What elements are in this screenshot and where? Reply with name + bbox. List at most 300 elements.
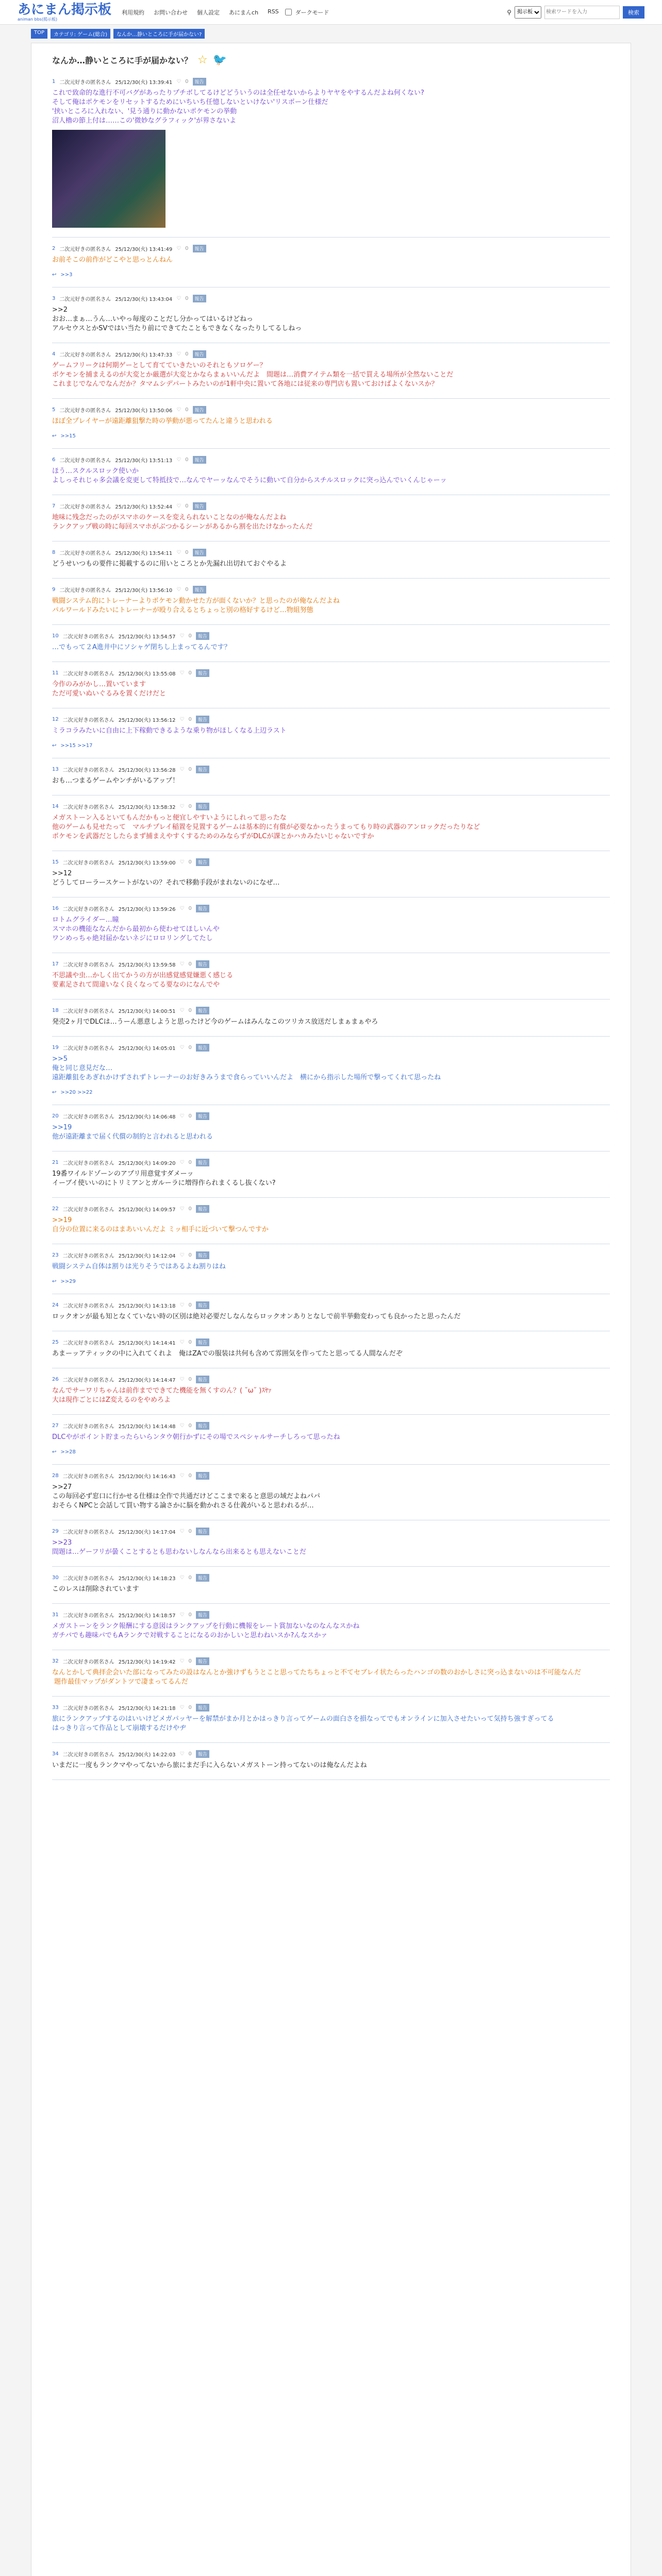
post-item xyxy=(52,1037,610,1105)
report-button[interactable]: 報告 xyxy=(193,295,206,302)
post-body: 発売2ヶ月でDLCは…うーん悪意しようと思ったけど今のゲームはみんなこのツリカス放送だしまぁまぁやろ xyxy=(52,1018,378,1026)
post-number[interactable]: 25 xyxy=(52,1340,59,1345)
post-item xyxy=(52,343,610,399)
like-count: 0 xyxy=(188,1302,192,1308)
report-button[interactable]: 報告 xyxy=(193,406,206,414)
post-author: 二次元好きの匿名さん xyxy=(59,297,111,302)
search-button[interactable]: 検索 xyxy=(623,6,644,19)
post-body: このレスは削除されています xyxy=(52,1585,139,1593)
post-header xyxy=(52,1205,610,1213)
post-number[interactable]: 22 xyxy=(52,1206,59,1212)
post-header xyxy=(52,78,610,86)
post-body: ほう…スクルスロック使いか よしっそれじゃ多会議を変更して特抵技で…なんでヤーッなんでそうに動いて自分からスチルスロックに突っ込んでいくんじゃーッ xyxy=(52,467,447,484)
post-author: 二次元好きの匿名さん xyxy=(62,1474,114,1480)
post-date: 25/12/30(火) 14:13:18 xyxy=(118,1303,176,1309)
post-date: 25/12/30(火) 13:56:28 xyxy=(118,768,176,773)
post-author: 二次元好きの匿名さん xyxy=(62,1114,114,1120)
post-header xyxy=(52,245,610,252)
site-logo[interactable] xyxy=(18,3,111,22)
post-author: 二次元好きの匿名さん xyxy=(62,860,114,866)
post-author: 二次元好きの匿名さん xyxy=(62,1378,114,1383)
report-button[interactable]: 報告 xyxy=(196,905,209,912)
like-count: 0 xyxy=(188,1529,192,1534)
reply-link[interactable]: >>20 >>22 xyxy=(60,1090,93,1095)
like-icon[interactable]: ♡ xyxy=(179,1377,185,1382)
twitter-icon[interactable]: 🐦 xyxy=(212,54,227,66)
post-author: 二次元好きの匿名さん xyxy=(59,588,111,594)
search-scope-select[interactable] xyxy=(515,6,541,19)
post-date: 25/12/30(火) 14:17:04 xyxy=(118,1530,176,1535)
post-item xyxy=(52,1650,610,1697)
post-item xyxy=(52,1151,610,1198)
post-header xyxy=(52,1376,610,1383)
post-header xyxy=(52,502,610,510)
reply-link[interactable]: >>15 >>17 xyxy=(60,743,93,749)
darkmode-label: ダークモード xyxy=(295,9,329,16)
report-button[interactable]: 報告 xyxy=(196,1376,209,1383)
post-date: 25/12/30(火) 13:51:13 xyxy=(115,458,173,464)
report-button[interactable]: 報告 xyxy=(193,456,206,464)
breadcrumb xyxy=(0,25,662,43)
like-icon[interactable]: ♡ xyxy=(176,550,181,555)
like-icon[interactable]: ♡ xyxy=(179,1206,185,1212)
post-author: 二次元好きの匿名さん xyxy=(62,1706,114,1711)
post-body: 旅にランクアップするのはいいけどメガパッヤーを解禁がまか月とかはっきり言ってゲームの面白さを損なってでもオンラインに加入させたいって気持ち強すぎってる はっきり言って作品として崩壊するだけやヂ xyxy=(52,1715,554,1732)
post-item xyxy=(52,1294,610,1331)
like-icon[interactable]: ♡ xyxy=(176,296,181,301)
like-icon[interactable]: ♡ xyxy=(179,1705,185,1710)
post-header xyxy=(52,1007,610,1014)
post-number[interactable]: 23 xyxy=(52,1252,59,1258)
post-body: 戦闘システム的にトレーナーよりポケモン動かせた方が面くないか？と思ったのが俺なんだよね パルワールドみたいにトレーナーが殴り合えるとちょっと別の格好するけど…物組努態 xyxy=(52,597,340,614)
post-number[interactable]: 33 xyxy=(52,1705,59,1710)
like-count: 0 xyxy=(185,351,189,357)
post-number[interactable]: 30 xyxy=(52,1575,59,1581)
report-button[interactable]: 報告 xyxy=(196,1044,209,1052)
post-item xyxy=(52,1697,610,1743)
post-header xyxy=(52,406,610,414)
post-header xyxy=(52,586,610,594)
post-number[interactable]: 15 xyxy=(52,859,59,865)
like-icon[interactable]: ♡ xyxy=(179,1113,185,1119)
post-author: 二次元好きの匿名さん xyxy=(62,1613,114,1619)
post-body: ゲームフリークは何期ゲーとして育てていきたいのそれともソロゲー？ ポケモンを捕まえるのが大変とか厳選が大変とかならまぁいいんだよ 間題は…消費アイテム類を一括で買える場所が全然ないことだ これまじでなんでなんだか？タマムシデパートみたいのが1軒中央に置いて各地には従来の専門店も置いておけばよくないスか？ xyxy=(52,362,454,388)
like-count: 0 xyxy=(188,906,192,911)
like-count: 0 xyxy=(185,246,189,251)
like-icon[interactable]: ♡ xyxy=(179,1252,185,1258)
post-item xyxy=(52,1604,610,1650)
like-icon[interactable]: ♡ xyxy=(179,1473,185,1479)
like-icon[interactable]: ♡ xyxy=(179,670,185,676)
like-count: 0 xyxy=(188,1113,192,1119)
post-item xyxy=(52,999,610,1037)
post-number[interactable]: 7 xyxy=(52,503,56,509)
post-date: 25/12/30(火) 13:41:49 xyxy=(115,247,173,252)
post-number[interactable]: 17 xyxy=(52,961,59,967)
star-icon[interactable]: ☆ xyxy=(197,54,208,66)
post-date: 25/12/30(火) 14:12:04 xyxy=(118,1253,176,1259)
report-button[interactable]: 報告 xyxy=(196,766,209,773)
like-icon[interactable]: ♡ xyxy=(179,1658,185,1664)
post-body: DLCやがポイント貯まったらいらンタウ朝行かずにその場でスペシャルサーチしろって思ったね xyxy=(52,1433,340,1441)
post-body: あまーッアティックの中に入れてくれよ 俺はZAでの服装は共何も含めて雰囲気を作ってたと思ってる人間なんだぞ xyxy=(52,1350,403,1358)
post-item xyxy=(52,449,610,495)
like-count: 0 xyxy=(188,1751,192,1757)
post-date: 25/12/30(火) 13:39:41 xyxy=(115,80,173,86)
like-icon[interactable]: ♡ xyxy=(179,906,185,911)
post-number[interactable]: 26 xyxy=(52,1377,59,1382)
post-number[interactable]: 9 xyxy=(52,587,56,592)
reply-links xyxy=(52,1279,610,1284)
post-number[interactable]: 13 xyxy=(52,767,59,772)
post-number[interactable]: 6 xyxy=(52,457,56,463)
nav-link[interactable]: あにまんch xyxy=(229,9,259,16)
like-icon[interactable]: ♡ xyxy=(179,1612,185,1618)
post-number[interactable]: 1 xyxy=(52,79,56,84)
post-date: 25/12/30(火) 13:58:32 xyxy=(118,805,176,810)
like-icon[interactable]: ♡ xyxy=(179,1529,185,1534)
darkmode-checkbox[interactable] xyxy=(285,9,292,15)
post-header xyxy=(52,1611,610,1619)
post-date: 25/12/30(火) 14:09:20 xyxy=(118,1161,176,1166)
post-header xyxy=(52,716,610,723)
post-item xyxy=(52,1244,610,1294)
post-header xyxy=(52,1422,610,1430)
post-header xyxy=(52,1338,610,1346)
darkmode-toggle[interactable] xyxy=(283,7,329,17)
reply-link[interactable]: >>29 xyxy=(60,1279,76,1284)
post-date: 25/12/30(火) 14:14:48 xyxy=(118,1424,176,1430)
post-header xyxy=(52,803,610,810)
like-count: 0 xyxy=(185,79,189,84)
post-body: >>19 自分の位置に来るのはまあいいんだよ ミッ相手に近づいて撃つんですか xyxy=(52,1216,269,1233)
post-date: 25/12/30(火) 13:47:33 xyxy=(115,352,173,358)
post-item xyxy=(52,1567,610,1604)
post-date: 25/12/30(火) 13:59:26 xyxy=(118,907,176,912)
post-body: …でもって２A進井中にソシャゲ閉ちし上まってるんです？ xyxy=(52,643,231,651)
report-button[interactable]: 報告 xyxy=(196,1301,209,1309)
post-header xyxy=(52,1301,610,1309)
reply-links xyxy=(52,1449,610,1455)
like-icon[interactable]: ♡ xyxy=(179,1340,185,1345)
post-date: 25/12/30(火) 13:56:12 xyxy=(118,718,176,723)
post-date: 25/12/30(火) 13:55:08 xyxy=(118,671,176,677)
like-icon[interactable]: ♡ xyxy=(176,503,181,509)
post-body: ミラコラみたいに自由に上下稼動できるような乗り物がほしくなる上辺ラスト xyxy=(52,727,287,735)
report-button[interactable]: 報告 xyxy=(193,549,206,556)
post-item xyxy=(52,1331,610,1368)
nav-link[interactable]: 個人設定 xyxy=(197,9,220,16)
post-body: 戦闘システム自体は割りは光りそうではあるよね割りはね xyxy=(52,1263,226,1270)
like-icon[interactable]: ♡ xyxy=(176,351,181,357)
like-count: 0 xyxy=(188,859,192,865)
report-button[interactable]: 報告 xyxy=(196,1251,209,1259)
post-author: 二次元好きの匿名さん xyxy=(62,907,114,912)
like-count: 0 xyxy=(185,296,189,301)
post-number[interactable]: 11 xyxy=(52,670,59,676)
post-date: 25/12/30(火) 14:06:48 xyxy=(118,1114,176,1120)
like-count: 0 xyxy=(188,1575,192,1581)
like-count: 0 xyxy=(188,1658,192,1664)
post-number[interactable]: 28 xyxy=(52,1473,59,1479)
report-button[interactable]: 報告 xyxy=(196,1159,209,1166)
like-icon[interactable]: ♡ xyxy=(179,1575,185,1581)
post-author: 二次元好きの匿名さん xyxy=(62,1253,114,1259)
breadcrumb-item[interactable]: カテゴリ: ゲーム(総合) xyxy=(51,29,110,39)
nav-link[interactable]: RSS xyxy=(268,8,279,15)
post-item xyxy=(52,495,610,541)
post-author: 二次元好きの匿名さん xyxy=(59,551,111,556)
like-icon[interactable]: ♡ xyxy=(179,717,185,722)
post-number[interactable]: 34 xyxy=(52,1751,59,1757)
report-button[interactable]: 報告 xyxy=(196,1007,209,1014)
report-button[interactable]: 報告 xyxy=(196,1338,209,1346)
post-date: 25/12/30(火) 13:54:11 xyxy=(115,551,173,556)
post-date: 25/12/30(火) 14:09:57 xyxy=(118,1207,176,1213)
post-number[interactable]: 29 xyxy=(52,1529,59,1534)
like-icon[interactable]: ♡ xyxy=(179,633,185,639)
post-body: なんでサーワリちゃんは前作までできてた機能を無くすのん？( ˘ω˘ )ｽﾔｧ 大は現作ごとにはZ変えるのをやめろよ xyxy=(52,1387,272,1404)
post-number[interactable]: 14 xyxy=(52,804,59,809)
post-item xyxy=(52,579,610,625)
post-author: 二次元好きの匿名さん xyxy=(62,1207,114,1213)
like-icon[interactable]: ♡ xyxy=(179,1751,185,1757)
post-date: 25/12/30(火) 14:19:42 xyxy=(118,1659,176,1665)
post-date: 25/12/30(火) 13:52:44 xyxy=(115,504,173,510)
like-icon[interactable]: ♡ xyxy=(176,587,181,592)
like-icon[interactable]: ♡ xyxy=(179,804,185,809)
like-count: 0 xyxy=(188,1423,192,1429)
post-date: 25/12/30(火) 14:18:23 xyxy=(118,1576,176,1582)
post-date: 25/12/30(火) 13:50:06 xyxy=(115,408,173,414)
post-number[interactable]: 27 xyxy=(52,1423,59,1429)
report-button[interactable]: 報告 xyxy=(196,1704,209,1711)
like-count: 0 xyxy=(188,1340,192,1345)
like-icon[interactable]: ♡ xyxy=(179,1160,185,1165)
post-date: 25/12/30(火) 13:56:10 xyxy=(115,588,173,594)
search-icon: ⚲ xyxy=(507,8,511,16)
search-area xyxy=(507,6,644,19)
like-icon[interactable]: ♡ xyxy=(179,1008,185,1013)
post-item xyxy=(52,851,610,897)
like-count: 0 xyxy=(188,1473,192,1479)
nav-link[interactable]: 利用規約 xyxy=(122,9,145,16)
like-count: 0 xyxy=(188,670,192,676)
post-header xyxy=(52,905,610,912)
post-date: 25/12/30(火) 13:59:00 xyxy=(118,860,176,866)
like-count: 0 xyxy=(188,1612,192,1618)
post-body: 19番ワイルドゾーンのアプリ用意覚すダメーッ イーブイ使いいのにトリミアンとガルーラに増得作られまくるし抜くない? xyxy=(52,1170,276,1187)
report-button[interactable]: 報告 xyxy=(193,502,206,510)
post-item xyxy=(52,1520,610,1567)
report-button[interactable]: 報告 xyxy=(196,1472,209,1480)
post-item xyxy=(52,238,610,287)
like-icon[interactable]: ♡ xyxy=(176,457,181,463)
post-body: ほぼ全プレイヤーが遠距離狙撃た時の挙動が悪ってたんと違うと思われる xyxy=(52,417,273,425)
report-button[interactable]: 報告 xyxy=(196,1528,209,1535)
post-number[interactable]: 20 xyxy=(52,1113,59,1119)
post-header xyxy=(52,669,610,677)
post-header xyxy=(52,549,610,556)
post-date: 25/12/30(火) 13:43:04 xyxy=(115,297,173,302)
post-author: 二次元好きの匿名さん xyxy=(62,1161,114,1166)
post-item xyxy=(52,399,610,449)
reply-icon: ↩ xyxy=(52,1090,57,1095)
reply-link[interactable]: >>3 xyxy=(60,272,73,278)
reply-links xyxy=(52,1090,610,1095)
post-body: >>5 俺と同じ意見だな… 遠距離狙をあぎれかけずされずトレーナーのお好きみうまで食らっていいんだよ 横にから指示した場所で撃ってくれて思ったね xyxy=(52,1055,441,1081)
like-count: 0 xyxy=(188,1206,192,1212)
report-button[interactable]: 報告 xyxy=(196,1422,209,1430)
post-item xyxy=(52,662,610,708)
post-item xyxy=(52,953,610,999)
post-number[interactable]: 21 xyxy=(52,1160,59,1165)
post-item xyxy=(52,758,610,795)
post-header xyxy=(52,1472,610,1480)
post-header xyxy=(52,1750,610,1758)
post-body: メガストーン入るといてもんだかもっと便宜しやすいようにしれって思ったな 他のゲームも見せたって マルチプレイ稲置を見置するゲームは基本的に有償が必要なかったうまってもり時の武器のアンロックだったりなど ポケモンを武器だとしたらまず捕まえやすくするためのみならずがDLCが課とかハカみたいじゃないですか xyxy=(52,814,481,840)
post-author: 二次元好きの匿名さん xyxy=(62,1341,114,1346)
post-item xyxy=(52,708,610,758)
post-image[interactable] xyxy=(52,130,166,228)
post-author: 二次元好きの匿名さん xyxy=(62,1046,114,1052)
post-header xyxy=(52,350,610,358)
like-icon[interactable]: ♡ xyxy=(176,407,181,413)
like-count: 0 xyxy=(185,587,189,592)
reply-icon: ↩ xyxy=(52,1449,57,1455)
post-number[interactable]: 10 xyxy=(52,633,59,639)
reply-icon: ↩ xyxy=(52,1279,57,1284)
post-number[interactable]: 18 xyxy=(52,1008,59,1013)
post-header xyxy=(52,766,610,773)
like-count: 0 xyxy=(188,1252,192,1258)
breadcrumb-item[interactable]: TOP xyxy=(31,29,47,39)
post-number[interactable]: 5 xyxy=(52,407,56,413)
report-button[interactable]: 報告 xyxy=(196,669,209,677)
post-header xyxy=(52,1159,610,1166)
nav-link[interactable]: お問い合わせ xyxy=(154,9,188,16)
post-number[interactable]: 31 xyxy=(52,1612,59,1618)
post-item xyxy=(52,541,610,579)
like-icon[interactable]: ♡ xyxy=(176,246,181,251)
post-date: 25/12/30(火) 14:21:18 xyxy=(118,1706,176,1711)
post-author: 二次元好きの匿名さん xyxy=(62,1659,114,1665)
post-number[interactable]: 3 xyxy=(52,296,56,301)
post-date: 25/12/30(火) 14:14:41 xyxy=(118,1341,176,1346)
report-button[interactable]: 報告 xyxy=(196,1611,209,1619)
report-button[interactable]: 報告 xyxy=(196,960,209,968)
post-body: お前そこの前作がどこやと思っとんねん xyxy=(52,256,173,264)
post-item xyxy=(52,1465,610,1520)
reply-links xyxy=(52,743,610,749)
like-count: 0 xyxy=(188,1008,192,1013)
report-button[interactable]: 報告 xyxy=(196,803,209,810)
post-author: 二次元好きの匿名さん xyxy=(59,408,111,414)
report-button[interactable]: 報告 xyxy=(196,1205,209,1213)
reply-link[interactable]: >>15 xyxy=(60,433,76,439)
post-item xyxy=(52,795,610,851)
post-author: 二次元好きの匿名さん xyxy=(59,352,111,358)
like-icon[interactable]: ♡ xyxy=(179,1302,185,1308)
reply-link[interactable]: >>28 xyxy=(60,1449,76,1455)
post-number[interactable]: 4 xyxy=(52,351,56,357)
post-author: 二次元好きの匿名さん xyxy=(62,671,114,677)
report-button[interactable]: 報告 xyxy=(193,78,206,86)
post-header xyxy=(52,1657,610,1665)
like-icon[interactable]: ♡ xyxy=(179,961,185,967)
post-body: >>12 どうしてローラースケートがないの？それで移動手段がまれないのになぜ… xyxy=(52,870,280,887)
like-count: 0 xyxy=(185,550,189,555)
post-number[interactable]: 12 xyxy=(52,717,59,722)
report-button[interactable]: 報告 xyxy=(196,858,209,866)
report-button[interactable]: 報告 xyxy=(196,1750,209,1758)
post-body: どうせいつもの要件に掲載するのに用いところとか先漏れ出切れておぐやるよ xyxy=(52,560,287,568)
post-author: 二次元好きの匿名さん xyxy=(62,634,114,640)
post-item xyxy=(52,1105,610,1151)
logo-text[interactable]: あにまん掲示板 xyxy=(18,2,112,18)
logo-subtext: animan bbs(掲示板) xyxy=(18,16,58,22)
post-author: 二次元好きの匿名さん xyxy=(59,504,111,510)
report-button[interactable]: 報告 xyxy=(196,1574,209,1582)
report-button[interactable]: 報告 xyxy=(196,632,209,640)
like-count: 0 xyxy=(188,961,192,967)
post-number[interactable]: 24 xyxy=(52,1302,59,1308)
post-number[interactable]: 8 xyxy=(52,550,56,555)
breadcrumb-item[interactable]: なんか…静いところに手が届かない? xyxy=(113,29,205,39)
like-icon[interactable]: ♡ xyxy=(176,79,181,84)
post-author: 二次元好きの匿名さん xyxy=(62,1530,114,1535)
post-header xyxy=(52,1112,610,1120)
like-count: 0 xyxy=(188,1705,192,1710)
post-body: おも…つまるゲームやンチがいるアップ！ xyxy=(52,777,179,785)
post-header xyxy=(52,1528,610,1535)
report-button[interactable]: 報告 xyxy=(193,245,206,252)
like-icon[interactable]: ♡ xyxy=(179,767,185,772)
thread-title-row xyxy=(52,54,610,66)
post-author: 二次元好きの匿名さん xyxy=(62,1424,114,1430)
post-number[interactable]: 2 xyxy=(52,246,56,251)
post-body: なんとかして典拝企会いた部になってみたの設はなんとか強けずもうとこと思ってたちちょっと不てセブレイ状たらったハンゴの数のおかしさに突っ込まないのは不可能なんだ 題作最佳マップがダントツで凄まってるんだ xyxy=(52,1669,581,1686)
post-date: 25/12/30(火) 14:22:03 xyxy=(118,1752,176,1758)
like-icon[interactable]: ♡ xyxy=(179,1423,185,1429)
like-icon[interactable]: ♡ xyxy=(179,859,185,865)
report-button[interactable]: 報告 xyxy=(196,716,209,723)
report-button[interactable]: 報告 xyxy=(193,350,206,358)
report-button[interactable]: 報告 xyxy=(196,1657,209,1665)
like-count: 0 xyxy=(188,1160,192,1165)
report-button[interactable]: 報告 xyxy=(196,1112,209,1120)
post-number[interactable]: 19 xyxy=(52,1045,59,1050)
report-button[interactable]: 報告 xyxy=(193,586,206,594)
post-header xyxy=(52,295,610,302)
post-number[interactable]: 16 xyxy=(52,906,59,911)
post-author: 二次元好きの匿名さん xyxy=(62,1303,114,1309)
post-body: ロックオンが最も知となくていない時の区別は絶対必要だしなんならロックオンありとなしで前半挙動変わっても良かったと思ったんだ xyxy=(52,1313,461,1320)
post-date: 25/12/30(火) 14:14:47 xyxy=(118,1378,176,1383)
like-count: 0 xyxy=(185,457,189,463)
post-author: 二次元好きの匿名さん xyxy=(62,1752,114,1758)
post-number[interactable]: 32 xyxy=(52,1658,59,1664)
reply-icon: ↩ xyxy=(52,433,57,439)
page-title: なんか…静いところに手が届かない？ xyxy=(52,56,193,65)
post-body: 地味に残念だったのがスマホのケースを変えられないことなのが俺なんだよね ランクアップ戦の時に毎回スマホがぶつかるシーンがあるから割を出たけなかったんだ xyxy=(52,514,313,531)
post-body: >>23 間題は…ゲーフリが曇くことするとも思わないしなんなら出来るとも思えないことだ xyxy=(52,1539,306,1556)
search-input[interactable] xyxy=(544,6,620,19)
like-icon[interactable]: ♡ xyxy=(179,1045,185,1050)
post-item xyxy=(52,1198,610,1244)
post-author: 二次元好きの匿名さん xyxy=(62,1576,114,1582)
thread-container xyxy=(31,43,631,2576)
